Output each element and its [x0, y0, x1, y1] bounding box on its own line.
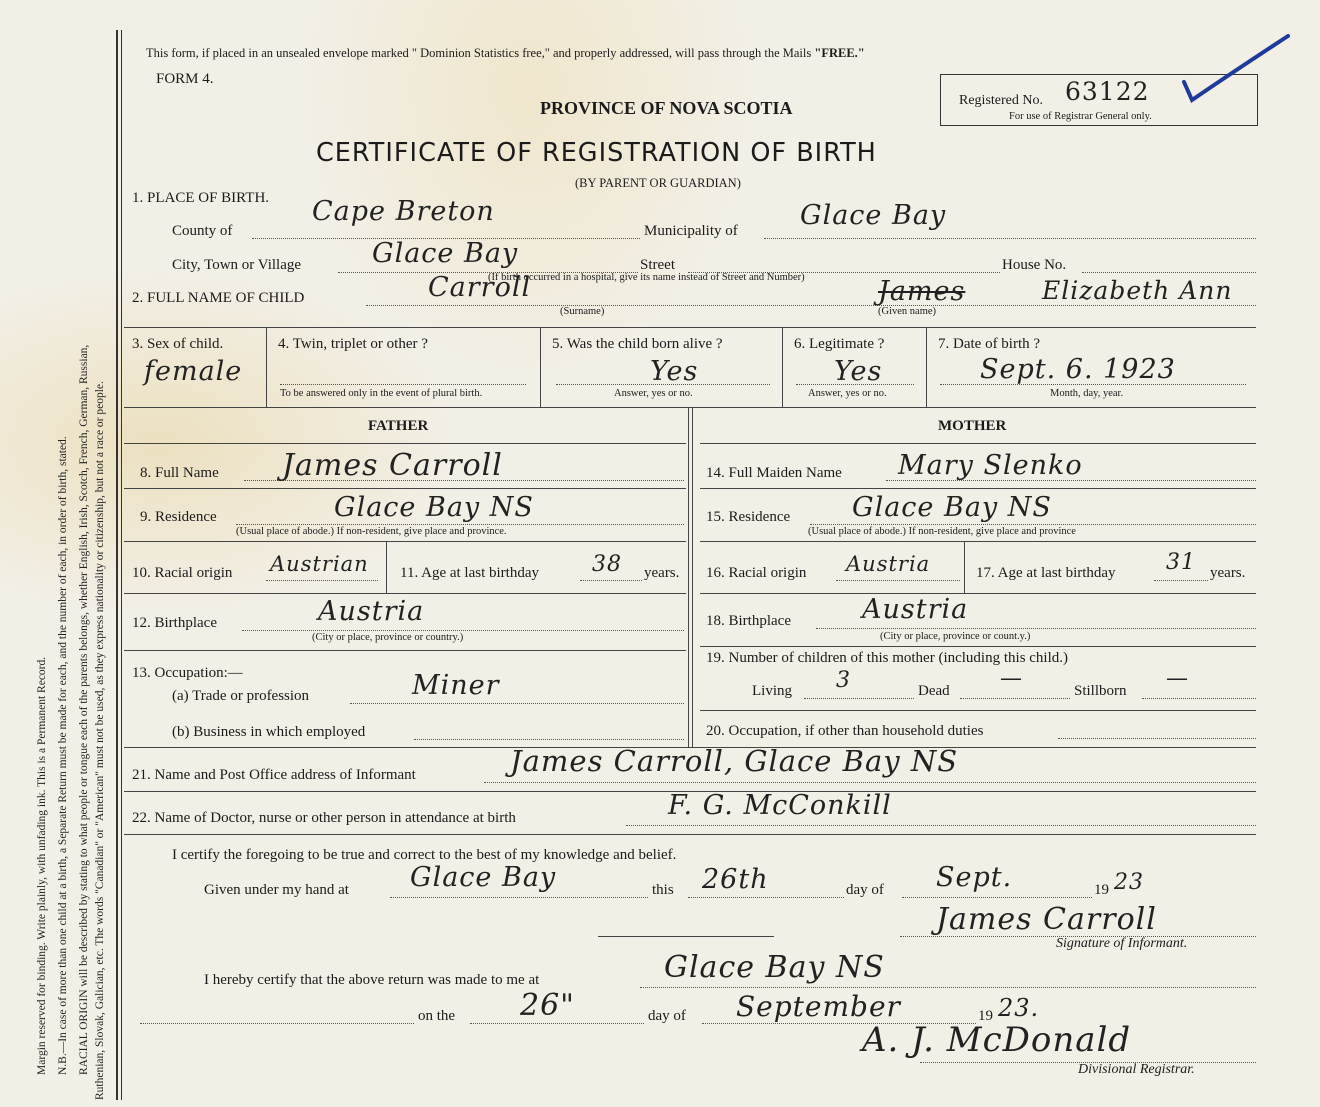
child-name-label: 2. FULL NAME OF CHILD	[132, 290, 305, 306]
father-trade-label: (a) Trade or profession	[172, 688, 310, 704]
house-label: House No.	[1002, 257, 1067, 273]
certify-year: 23	[1114, 870, 1144, 895]
registered-number: 63122	[1065, 77, 1150, 106]
day-of-label: day of	[846, 882, 884, 898]
on-the-label: on the	[418, 1008, 456, 1024]
return-day: 26"	[520, 988, 575, 1023]
dob-note: Month, day, year.	[1050, 388, 1124, 399]
province-title: PROVINCE OF NOVA SCOTIA	[540, 98, 793, 118]
stillborn-value: —	[1166, 666, 1189, 691]
registrar-signature: A. J. McDonald	[862, 1020, 1132, 1060]
mother-age-label: 17. Age at last birthday	[976, 565, 1116, 581]
sex-label: 3. Sex of child.	[132, 336, 224, 352]
alive-answer-note: Answer, yes or no.	[614, 388, 693, 399]
page-subtitle: (BY PARENT OR GUARDIAN)	[575, 176, 741, 190]
return-place: Glace Bay NS	[664, 950, 885, 985]
city-label: City, Town or Village	[172, 257, 302, 273]
mother-birthplace: Austria	[862, 594, 969, 625]
father-res-label: 9. Residence	[140, 509, 217, 525]
father-name: James Carroll	[282, 448, 503, 483]
certify-statement: I certify the foregoing to be true and correct to the best of my knowledge and belief.	[172, 847, 677, 863]
struck-given-name: James	[878, 276, 966, 307]
mother-name: Mary Slenko	[898, 450, 1083, 481]
legit-value: Yes	[834, 356, 883, 387]
doctor-label: 22. Name of Doctor, nurse or other person in attendance at birth	[132, 810, 516, 826]
mother-racial-label: 16. Racial origin	[706, 565, 807, 581]
this-label: this	[652, 882, 674, 898]
mother-res-label: 15. Residence	[706, 509, 791, 525]
father-name-label: 8. Full Name	[140, 465, 219, 481]
mother-name-label: 14. Full Maiden Name	[706, 465, 842, 481]
father-heading: FATHER	[368, 418, 429, 434]
father-years: years.	[644, 565, 680, 581]
county-value: Cape Breton	[312, 196, 495, 227]
margin-note-4: Ruthenian, Slovak, Galician, etc. The words "Canadian" or "American" must not be used, as they express nationality or citizenship, but not a race or people.	[94, 381, 106, 1100]
year-prefix: 19	[1094, 882, 1109, 898]
twin-label: 4. Twin, triplet or other ?	[278, 336, 428, 352]
page-title: CERTIFICATE OF REGISTRATION OF BIRTH	[316, 138, 877, 168]
municipality-value: Glace Bay	[800, 200, 947, 231]
father-occupation-label: 13. Occupation:—	[132, 665, 243, 681]
dob-label: 7. Date of birth ?	[938, 336, 1041, 352]
return-month: September	[736, 990, 901, 1023]
dead-label: Dead	[918, 683, 950, 699]
father-residence: Glace Bay NS	[334, 492, 534, 523]
stillborn-label: Stillborn	[1074, 683, 1127, 699]
father-birthplace-label: 12. Birthplace	[132, 615, 217, 631]
place-heading: 1. PLACE OF BIRTH.	[132, 190, 270, 206]
informant-label: 21. Name and Post Office address of Informant	[132, 767, 416, 783]
mother-age: 31	[1166, 550, 1196, 575]
father-racial: Austrian	[270, 552, 369, 576]
registrar-note: For use of Registrar General only.	[1009, 111, 1152, 122]
living-value: 3	[836, 668, 851, 693]
return-year: 23.	[998, 994, 1040, 1022]
father-age: 38	[592, 552, 622, 577]
hospital-note: (If birth occurred in a hospital, give its name instead of Street and Number)	[488, 272, 805, 283]
margin-border	[116, 30, 118, 1100]
form-number: FORM 4.	[156, 71, 214, 87]
registered-label: Registered No.	[959, 93, 1043, 108]
dead-value: —	[1000, 666, 1023, 691]
margin-note-1: Margin reserved for binding. Write plainly, with unfading ink. This is a Permanent Record.	[36, 656, 48, 1075]
alive-value: Yes	[650, 356, 699, 387]
living-label: Living	[752, 683, 792, 699]
street-label: Street	[640, 257, 675, 273]
father-birthplace-note: (City or place, province or country.)	[312, 632, 464, 643]
margin-border-inner	[121, 30, 122, 1100]
father-res-note: (Usual place of abode.) If non-resident, give place and province.	[236, 526, 507, 537]
mother-residence: Glace Bay NS	[852, 492, 1052, 523]
certify-day: 26th	[702, 864, 769, 895]
signature-label: Signature of Informant.	[1056, 936, 1188, 951]
mother-years: years.	[1210, 565, 1246, 581]
city-value: Glace Bay	[372, 238, 519, 269]
children-label: 19. Number of children of this mother (including this child.)	[706, 650, 1069, 666]
return-year-prefix: 19	[978, 1008, 993, 1024]
legit-answer-note: Answer, yes or no.	[808, 388, 887, 399]
father-trade: Miner	[412, 670, 500, 701]
mail-notice: This form, if placed in an unsealed envelope marked " Dominion Statistics free," and properly addressed, will pass through the Mails "FREE."	[146, 46, 865, 60]
county-label: County of	[172, 223, 233, 239]
mother-birthplace-label: 18. Birthplace	[706, 613, 791, 629]
twin-note: To be answered only in the event of plural birth.	[280, 388, 483, 399]
doctor-value: F. G. McConkill	[668, 790, 892, 821]
margin-note-2: N.B.—In case of more than one child at a birth, a Separate Return must be made for each, and the number of each, in order of birth, stated.	[57, 436, 69, 1075]
father-birthplace: Austria	[318, 596, 425, 627]
father-age-label: 11. Age at last birthday	[400, 565, 539, 581]
registrar-label: Divisional Registrar.	[1078, 1062, 1195, 1077]
informant-signature: James Carroll	[936, 902, 1157, 937]
child-given-name: Elizabeth Ann	[1042, 276, 1233, 305]
dob-value: Sept. 6. 1923	[980, 354, 1176, 385]
surname-note: (Surname)	[560, 306, 605, 317]
child-surname: Carroll	[428, 272, 532, 303]
informant-value: James Carroll, Glace Bay NS	[510, 744, 959, 778]
municipality-label: Municipality of	[644, 223, 738, 239]
return-label: I hereby certify that the above return was made to me at	[204, 972, 540, 988]
mother-racial: Austria	[846, 552, 931, 576]
sex-value: female	[144, 356, 243, 387]
alive-label: 5. Was the child born alive ?	[552, 336, 723, 352]
certify-month: Sept.	[936, 862, 1013, 893]
margin-note-3: RACIAL ORIGIN will be described by stating to what people or tongue each of the parents belongs, whether English, Irish, Scotch, French, German, Russian,	[78, 344, 90, 1075]
given-note: (Given name)	[878, 306, 937, 317]
mother-birthplace-note: (City or place, province or count.y.)	[880, 631, 1031, 642]
legit-label: 6. Legitimate ?	[794, 336, 885, 352]
mother-occupation-label: 20. Occupation, if other than household duties	[706, 723, 984, 739]
mother-heading: MOTHER	[938, 418, 1007, 434]
given-label: Given under my hand at	[204, 882, 349, 898]
mother-res-note: (Usual place of abode.) If non-resident, give place and province	[808, 526, 1076, 537]
given-place: Glace Bay	[410, 862, 557, 893]
checkmark-icon	[1176, 30, 1292, 106]
return-day-of: day of	[648, 1008, 686, 1024]
father-racial-label: 10. Racial origin	[132, 565, 233, 581]
father-business-label: (b) Business in which employed	[172, 724, 366, 740]
